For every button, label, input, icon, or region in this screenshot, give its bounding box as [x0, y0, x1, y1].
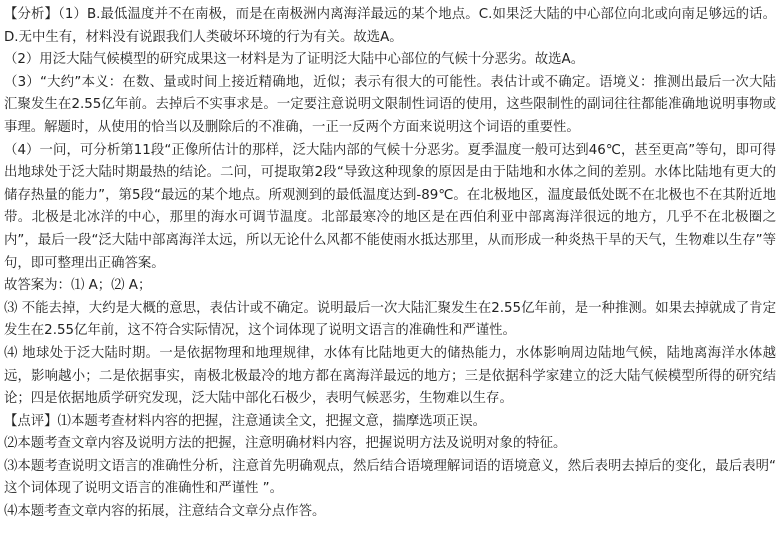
comment-paragraph-2: ⑵本题考查文章内容及说明方法的把握，注意明确材料内容，把握说明方法及说明对象的特征。 — [4, 436, 567, 452]
comment-paragraph-4: ⑷本题考查文章内容的拓展，注意结合文章分点作答。 — [4, 504, 326, 520]
analysis-paragraph-4: （4）一问，可分析第11段“正像所估计的那样，泛大陆内部的气候十分恶劣。夏季温度一般可达到46℃，甚至更高”等句，即可得出地球处于泛大陆时期最热的结论。二问，可提取第2段“导致这种现象的原因是由于陆地和水体之间的差别。水体比陆地有更大的储存热量的能力”，第5段“最远的某个地点。所观测到的最低温度达到-89℃。在北极地区，温度最低处既不在北极也不在其附近地带。北极是北冰洋的中心，那里的海水可调节温度。北部最寒冷的地区是在西伯利亚中部离海洋很远的地方，几乎不在北极圈之内”，最后一段“泛大陆中部离海洋太远，所以无论什么风都不能使雨水抵达那里，从而形成一种炎热干旱的天气，生物难以生存”等句，即可整理出正确答案。 — [4, 142, 776, 271]
analysis-paragraph-3: （3）“大约”本义：在数、量或时间上接近精确地，近似；表示有很大的可能性。表估计或不确定。语境义：推测出最后一次大陆汇聚发生在2.55亿年前。去掉后不实事求是。一定要注意说明文限制性词语的使用，这些限制性的副词往往都能准确地说明事物或事理。解题时，从使用的恰当以及删除后的不准确，一正一反两个方面来说明这个词语的重要性。 — [4, 74, 776, 135]
analysis-paragraph-1: 【分析】（1）B.最低温度并不在南极，而是在南极洲内离海洋最远的某个地点。C.如果泛大陆的中心部位向北或向南足够远的话。D.无中生有，材料没有说跟我们人类破坏环境的行为有关。故选A。 — [4, 7, 776, 45]
comment-paragraph-3: ⑶本题考查说明文语言的准确性分析，注意首先明确观点，然后结合语境理解词语的语境意义，然后表明去掉后的变化，最后表明“ 这个词体现了说明文语言的准确性和严谨性 ”。 — [4, 458, 776, 497]
answer-paragraph-4: ⑷ 地球处于泛大陆时期。一是依据物理和地理规律，水体有比陆地更大的储热能力，水体影响周边陆地气候，陆地离海洋水体越远，影响越小；二是依据事实，南极北极最冷的地方都在离海洋最远的地方；三是依据科学家建立的泛大陆气候模型所得的研究结论；四是依据地质学研究发现，泛大陆中部化石极少，表明气候恶劣，生物难以生存。 — [4, 345, 776, 407]
answer-paragraph-3: ⑶ 不能去掉，大约是大概的意思，表估计或不确定。说明最后一次大陆汇聚发生在2.55亿年前，是一种推测。如果去掉就成了肯定发生在2.55亿年前，这不符合实际情况，这个词体现了说明文语言的准确性和严谨性。 — [4, 300, 776, 339]
analysis-paragraph-2: （2）用泛大陆气候模型的研究成果这一材料是为了证明泛大陆中心部位的气候十分恶劣。故选A。 — [4, 52, 585, 68]
comment-paragraph-1: 【点评】⑴本题考查材料内容的把握，注意通读全文，把握文意，揣摩选项正误。 — [4, 413, 487, 429]
answer-line: 故答案为：⑴ A；⑵ A； — [4, 278, 152, 294]
